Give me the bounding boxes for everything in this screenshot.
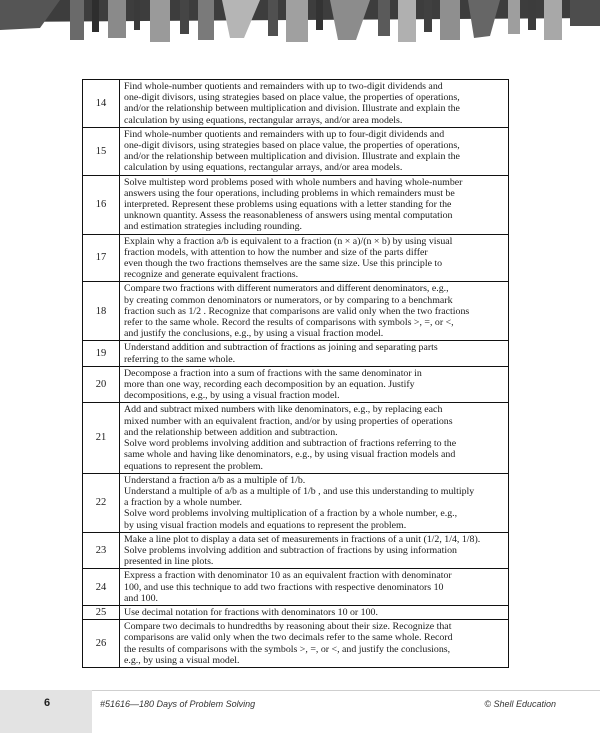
description-line: mixed number with an equivalent fraction, and/or by using properties of operations: [124, 415, 453, 427]
page-number: 6: [44, 697, 51, 709]
standard-description: [120, 234, 509, 282]
description-line: Explain why a fraction a/b is equivalent to a fraction (n × a)/(n × b) by using visual: [124, 235, 453, 247]
description-line: equations to represent the problem.: [124, 460, 264, 472]
standard-row: [83, 403, 509, 473]
standard-row: [83, 175, 509, 234]
publisher-credit: © Shell Education: [484, 699, 556, 709]
standard-number: 18: [83, 282, 120, 341]
standard-number: 24: [83, 569, 120, 606]
standard-number: 14: [83, 80, 120, 128]
description-line: decompositions, e.g., by using a visual fraction model.: [124, 390, 340, 402]
description-line: Decompose a fraction into a sum of fractions with the same denominator in: [124, 367, 422, 379]
standard-number: 15: [83, 127, 120, 175]
standard-row: [83, 532, 509, 569]
description-line: Solve word problems involving multiplication of a fraction by a whole number, e.g.,: [124, 508, 458, 520]
description-line: more than one way, recording each decomposition by an equation. Justify: [124, 379, 415, 391]
description-line: one-digit divisors, using strategies based on place value, the properties of operations,: [124, 140, 460, 152]
standard-number: 21: [83, 403, 120, 473]
description-line: Understand addition and subtraction of fractions as joining and separating parts: [124, 342, 438, 354]
description-line: fraction models, with attention to how the number and size of the parts differ: [124, 246, 428, 258]
description-line: a fraction by a whole number.: [124, 497, 242, 509]
description-line: same whole and having like denominators, e.g., by using visual fraction models and: [124, 449, 456, 461]
standard-row: [83, 341, 509, 366]
standard-number: 22: [83, 473, 120, 532]
description-line: one-digit divisors, using strategies based on place value, the properties of operations,: [124, 92, 460, 104]
standard-row: [83, 605, 509, 619]
standard-number: 23: [83, 532, 120, 569]
description-line: Solve word problems involving addition and subtraction of fractions referring to the: [124, 438, 457, 450]
book-id: #51616—180 Days of Problem Solving: [100, 699, 256, 709]
description-line: Solve multistep word problems posed with whole numbers and having whole-number: [124, 176, 463, 188]
standard-description: [120, 341, 509, 366]
description-line: unknown quantity. Assess the reasonableness of answers using mental computation: [124, 210, 453, 222]
description-line: Understand a multiple of a/b as a multiple of 1/b , and use this understanding to multiply: [124, 485, 475, 497]
header-pattern: [0, 0, 600, 44]
header-decorative-band: [0, 0, 600, 44]
description-line: referring to the same whole.: [124, 353, 236, 365]
description-line: Compare two decimals to hundredths by reasoning about their size. Recognize that: [124, 621, 452, 633]
description-line: Add and subtract mixed numbers with like denominators, e.g., by replacing each: [124, 404, 443, 416]
standard-description: [120, 473, 509, 532]
standards-table: [82, 79, 509, 668]
description-line: recognize and generate equivalent fractions.: [124, 269, 299, 281]
description-line: Understand a fraction a/b as a multiple of 1/b.: [124, 474, 306, 486]
description-line: even though the two fractions themselves are the same size. Use this principle to: [124, 258, 443, 270]
description-line: by using visual fraction models and equations to represent the problem.: [124, 519, 407, 531]
description-line: and/or the relationship between multiplication and division. Illustrate and explain the: [124, 151, 460, 163]
standard-number: 20: [83, 366, 120, 403]
description-line: comparisons are valid only when the two decimals refer to the same whole. Record: [124, 632, 453, 644]
standard-row: [83, 234, 509, 282]
standard-number: 25: [83, 605, 120, 619]
standard-row: [83, 569, 509, 606]
standard-number: 26: [83, 620, 120, 668]
description-line: e.g., by using a visual model.: [124, 654, 240, 666]
description-line: and 100.: [124, 592, 159, 604]
description-line: and/or the relationship between multiplication and division. Illustrate and explain the: [124, 103, 460, 115]
standard-description: [120, 532, 509, 569]
description-line: calculation by using equations, rectangular arrays, and/or area models.: [124, 162, 403, 174]
standard-description: [120, 605, 509, 619]
description-line: the results of comparisons with the symbols >, =, or <, and justify the conclusions,: [124, 643, 451, 655]
description-line: and justify the conclusions, e.g., by using a visual fraction model.: [124, 328, 384, 340]
standard-row: [83, 80, 509, 128]
description-line: Solve problems involving addition and subtraction of fractions by using information: [124, 544, 457, 556]
standard-description: [120, 282, 509, 341]
standard-number: 17: [83, 234, 120, 282]
description-line: interpreted. Represent these problems using equations with a letter standing for the: [124, 199, 452, 211]
standard-row: [83, 282, 509, 341]
standard-description: [120, 569, 509, 606]
description-line: by creating common denominators or numerators, or by comparing to a benchmark: [124, 294, 453, 306]
footer-rule: [92, 690, 600, 691]
description-line: fraction such as 1/2 . Recognize that comparisons are valid only when the two fractions: [124, 305, 470, 317]
description-line: Find whole-number quotients and remainders with up to two-digit dividends and: [124, 81, 443, 92]
description-line: Find whole-number quotients and remainders with up to four-digit dividends and: [124, 128, 445, 140]
standard-description: [120, 620, 509, 668]
standard-row: [83, 620, 509, 668]
description-line: Make a line plot to display a data set of measurements in fractions of a unit (1/2, 1/4, 1/8).: [124, 533, 481, 545]
standard-description: [120, 80, 509, 128]
standard-description: [120, 403, 509, 473]
description-line: 100, and use this technique to add two fractions with respective denominators 10: [124, 581, 444, 593]
standard-description: [120, 175, 509, 234]
standards-table-body: [83, 80, 509, 668]
description-line: answers using the four operations, including problems in which remainders must be: [124, 187, 455, 199]
standard-row: [83, 473, 509, 532]
description-line: refer to the same whole. Record the results of comparisons with symbols >, =, or <,: [124, 317, 454, 329]
description-line: presented in line plots.: [124, 556, 214, 568]
description-line: Compare two fractions with different numerators and different denominators, e.g.,: [124, 283, 449, 295]
standard-number: 19: [83, 341, 120, 366]
description-line: Use decimal notation for fractions with denominators 10 or 100.: [124, 606, 378, 618]
description-line: and estimation strategies including rounding.: [124, 221, 302, 233]
description-line: and the relationship between addition and subtraction.: [124, 426, 338, 438]
standard-description: [120, 127, 509, 175]
standard-number: 16: [83, 175, 120, 234]
standard-row: [83, 366, 509, 403]
standard-description: [120, 366, 509, 403]
description-line: calculation by using equations, rectangular arrays, and/or area models.: [124, 114, 403, 126]
description-line: Express a fraction with denominator 10 as an equivalent fraction with denominator: [124, 570, 452, 582]
standard-row: [83, 127, 509, 175]
